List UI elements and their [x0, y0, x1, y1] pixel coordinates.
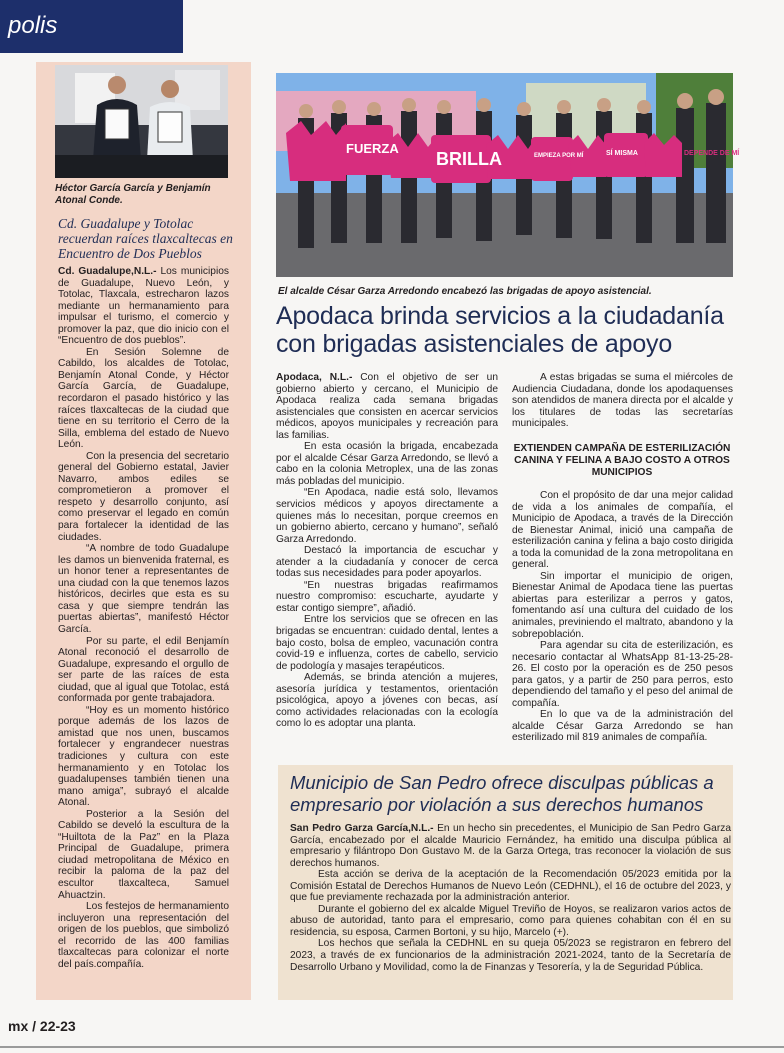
banner-text: DEPENDE DE MÍ: [684, 150, 740, 157]
main-story-body-col2: [512, 372, 733, 430]
main-paragraph: En esta ocasión la brigada, encabezada por el alcalde César Garza Arredondo, se llevó a cabo en la colonia Metroplex, una de las zonas más pobladas del municipio.: [276, 441, 498, 487]
main-photo-caption: El alcalde César Garza Arredondo encabezó las brigadas de apoyo asistencial.: [278, 286, 652, 297]
left-headline: Cd. Guadalupe y Totolac recuerdan raíces tlaxcaltecas en Encuentro de Dos Pueblos: [58, 216, 233, 261]
left-paragraph: “Hoy es un momento histórico porque además de los lazos de amistad que nos unen, buscamos fortalecer y engrandecer nuestras tradiciones y cultura con este hermanamiento y en Totolac los guadalupenses también tienen una mano amiga”, subrayó el alcalde Atonal.: [58, 704, 229, 809]
main-paragraph: “En Apodaca, nadie está solo, llevamos servicios médicos y apoyos directamente a quienes más lo necesitan, porque creemos en un gobierno abierto, cercano y humano”, señaló Garza Arredondo.: [276, 487, 498, 545]
page-folio: mx / 22-23: [8, 1018, 76, 1034]
main-paragraph: Sin importar el municipio de origen, Bienestar Animal de Apodaca tiene las puertas abiertas para esterilizar a perros y gatos, fomentando así una cultura del cuidado de los animales, previniendo el maltrato, abandono y la sobrepoblación.: [512, 570, 733, 640]
box-paragraph: Durante el gobierno del ex alcalde Miguel Treviño de Hoyos, se realizaron varios actos de abuso de autoridad, tanto para el empresario, como para quienes cohabitan con él en su residencia, su esposa, Carmen Bortoni, y su hijo, Marcelo (+).: [290, 903, 731, 938]
main-headline: Apodaca brinda servicios a la ciudadanía con brigadas asistenciales de apoyo: [276, 302, 724, 358]
main-paragraph: Para agendar su cita de esterilización, es necesario contactar al WhatsApp 81-13-25-28-26. El costo por la operación es de 250 pesos para gatos, y a partir de 250 para perros, esto dependiendo del tamaño y el peso del animal de compañía.: [512, 640, 733, 709]
box-paragraph: Los hechos que señala la CEDHNL en su queja 05/2023 se registraron en febrero del 2023, a través de ex funcionarios de la administración 2021-2024, tanto de la Secretaría de Desarrollo Urbano y Movilidad, como la de Finanzas y Tesorería, y la de Seguridad Pública.: [290, 938, 731, 973]
left-paragraph: Los municipios de Guadalupe, Nuevo León, y Totolac, Tlaxcala, estrecharon lazos mediante un hermanamiento para impulsar el turismo, el comercio y promover la paz, que dio inicio con el “Encuentro de dos pueblos”.: [58, 266, 229, 347]
left-paragraph: “A nombre de todo Guadalupe les damos un bienvenida fraternal, es un honor tener a representantes de una ciudad con la que tenemos lazos históricos, decirles que esta es su casa y que siempre tendrán las puertas abiertas”, manifestó Héctor García.: [58, 543, 229, 635]
banner-text: FUERZA: [346, 141, 399, 156]
box-dateline: San Pedro Garza García,N.L.-: [290, 823, 434, 834]
main-paragraph: Con el objetivo de ser un gobierno abierto y cercano, el Municipio de Apodaca realiza cada semana brigadas asistenciales que consisten en acercar servicios médicos, apoyos municipales y recreación para las familias.: [276, 372, 498, 441]
bottom-rule: [0, 1046, 784, 1048]
box-paragraph: Esta acción se deriva de la aceptación de la Recomendación 05/2023 emitida por la Comisión Estatal de Derechos Humanos de Nuevo León (CEDHNL), el 16 de octubre del 2023, y que fue previamente rechazada por la administración anterior.: [290, 869, 731, 904]
officials-with-diplomas-photo: [55, 65, 228, 178]
banner-text: SÍ MISMA: [606, 150, 638, 157]
box-paragraph: En un hecho sin precedentes, el Municipio de San Pedro Garza García, encabezado por el alcalde Mauricio Fernández, ha emitido una disculpa pública al empresario y filántropo Don Gustavo M. de la Garza Ortega, tras reconocer la violación de sus derechos humanos.: [290, 823, 731, 869]
section-tag: [0, 0, 183, 53]
main-paragraph: Destacó la importancia de escuchar y atender a la ciudadanía y conocer de cerca todas sus necesidades para poder apoyarlos.: [276, 545, 498, 580]
left-paragraph: Con la presencia del secretario general del Gobierno estatal, Javier Navarro, ambos ediles se comprometieron a promover el respeto y desarrollo conjunto, así como preservar el legado en común para fortalecer la identidad de las ciudades.: [58, 450, 229, 543]
left-paragraph: Por su parte, el edil Benjamín Atonal reconoció el desarrollo de Guadalupe, expresando el orgullo de ser parte de las raíces de esta ciudad, que al igual que Totolac, está conformada por gente trabajadora.: [58, 635, 229, 705]
main-paragraph: En lo que va de la administración del alcalde César Garza Arredondo se han esterilizado mil 819 animales de compañía.: [512, 709, 733, 744]
sterilization-subhead: EXTIENDEN CAMPAÑA DE ESTERILIZACIÓN CANINA Y FELINA A BAJO COSTO A OTROS MUNICIPIOS: [513, 443, 731, 478]
main-dateline: Apodaca, N.L.-: [276, 372, 353, 383]
brigade-group-with-banners-photo: [276, 73, 740, 277]
left-story-body: [58, 266, 229, 970]
banner-text: EMPIEZA POR MÍ: [534, 153, 584, 159]
officials-illustration-icon: [55, 65, 228, 178]
brigade-illustration-icon: [276, 73, 740, 277]
main-paragraph: A estas brigadas se suma el miércoles de Audiencia Ciudadana, donde los apodaquenses son atendidos de manera directa por el alcalde y los titulares de todas las secretarías municipales.: [512, 372, 733, 430]
box-story-body: [290, 823, 731, 973]
left-dateline: Cd. Guadalupe,N.L.-: [58, 266, 157, 277]
left-paragraph: En Sesión Solemne de Cabildo, los alcaldes de Totolac, Benjamín Atonal Conde, y Héctor García García, de Guadalupe, recordaron el pasado histórico y las raíces tlaxcaltecas de la ciudad que tiene en su territorio el Cerro de la Silla, emblema del estado de Nuevo León.: [58, 346, 229, 451]
main-story-body-col2b: [512, 490, 733, 744]
main-paragraph: Entre los servicios que se ofrecen en las brigadas se encuentran: cuidado dental, lentes a bajo costo, bolsa de empleo, vacunación contra covid-19 e influenza, cortes de cabello, servicio de podología y masajes terapéuticos.: [276, 614, 498, 672]
left-paragraph: Los festejos de hermanamiento incluyeron una representación del origen de los pueblos, que simbolizó el recorrido de las 400 familias tlaxcaltecas para colonizar el norte del país.compañía.: [58, 901, 229, 970]
banner-text: BRILLA: [436, 149, 502, 169]
main-paragraph: Además, se brinda atención a mujeres, asesoría jurídica y testamentos, orientación psicológica, apoyo a jóvenes con becas, así como actividades relacionadas con la ecología como lo es adoptar una planta.: [276, 672, 498, 730]
section-label: polis: [8, 12, 58, 39]
box-headline: Municipio de San Pedro ofrece disculpas públicas a empresario por violación a sus derechos humanos: [290, 772, 714, 815]
main-paragraph: “En nuestras brigadas reafirmamos nuestro compromiso: escucharte, ayudarte y estar contigo siempre”, añadió.: [276, 579, 498, 614]
left-photo-caption: Héctor García García y Benjamín Atonal Conde.: [55, 183, 211, 206]
main-paragraph: Con el propósito de dar una mejor calidad de vida a los animales de compañía, el Municipio de Apodaca, a través de la Dirección de Bienestar Animal, inició una campaña de esterilización canina y felina a bajo costo dirigida a toda la comunidad de la zona metropolitana en general.: [512, 490, 733, 571]
main-story-body-col1: [276, 372, 498, 730]
left-paragraph: Posterior a la Sesión del Cabildo se develó la escultura de la “Huiltota de la Paz” en la Plaza Principal de Guadalupe, primera ciudad metropolitana de México en recibir la paloma de la paz del escultor tlaxcalteca, Samuel Ahuactzin.: [58, 808, 229, 901]
